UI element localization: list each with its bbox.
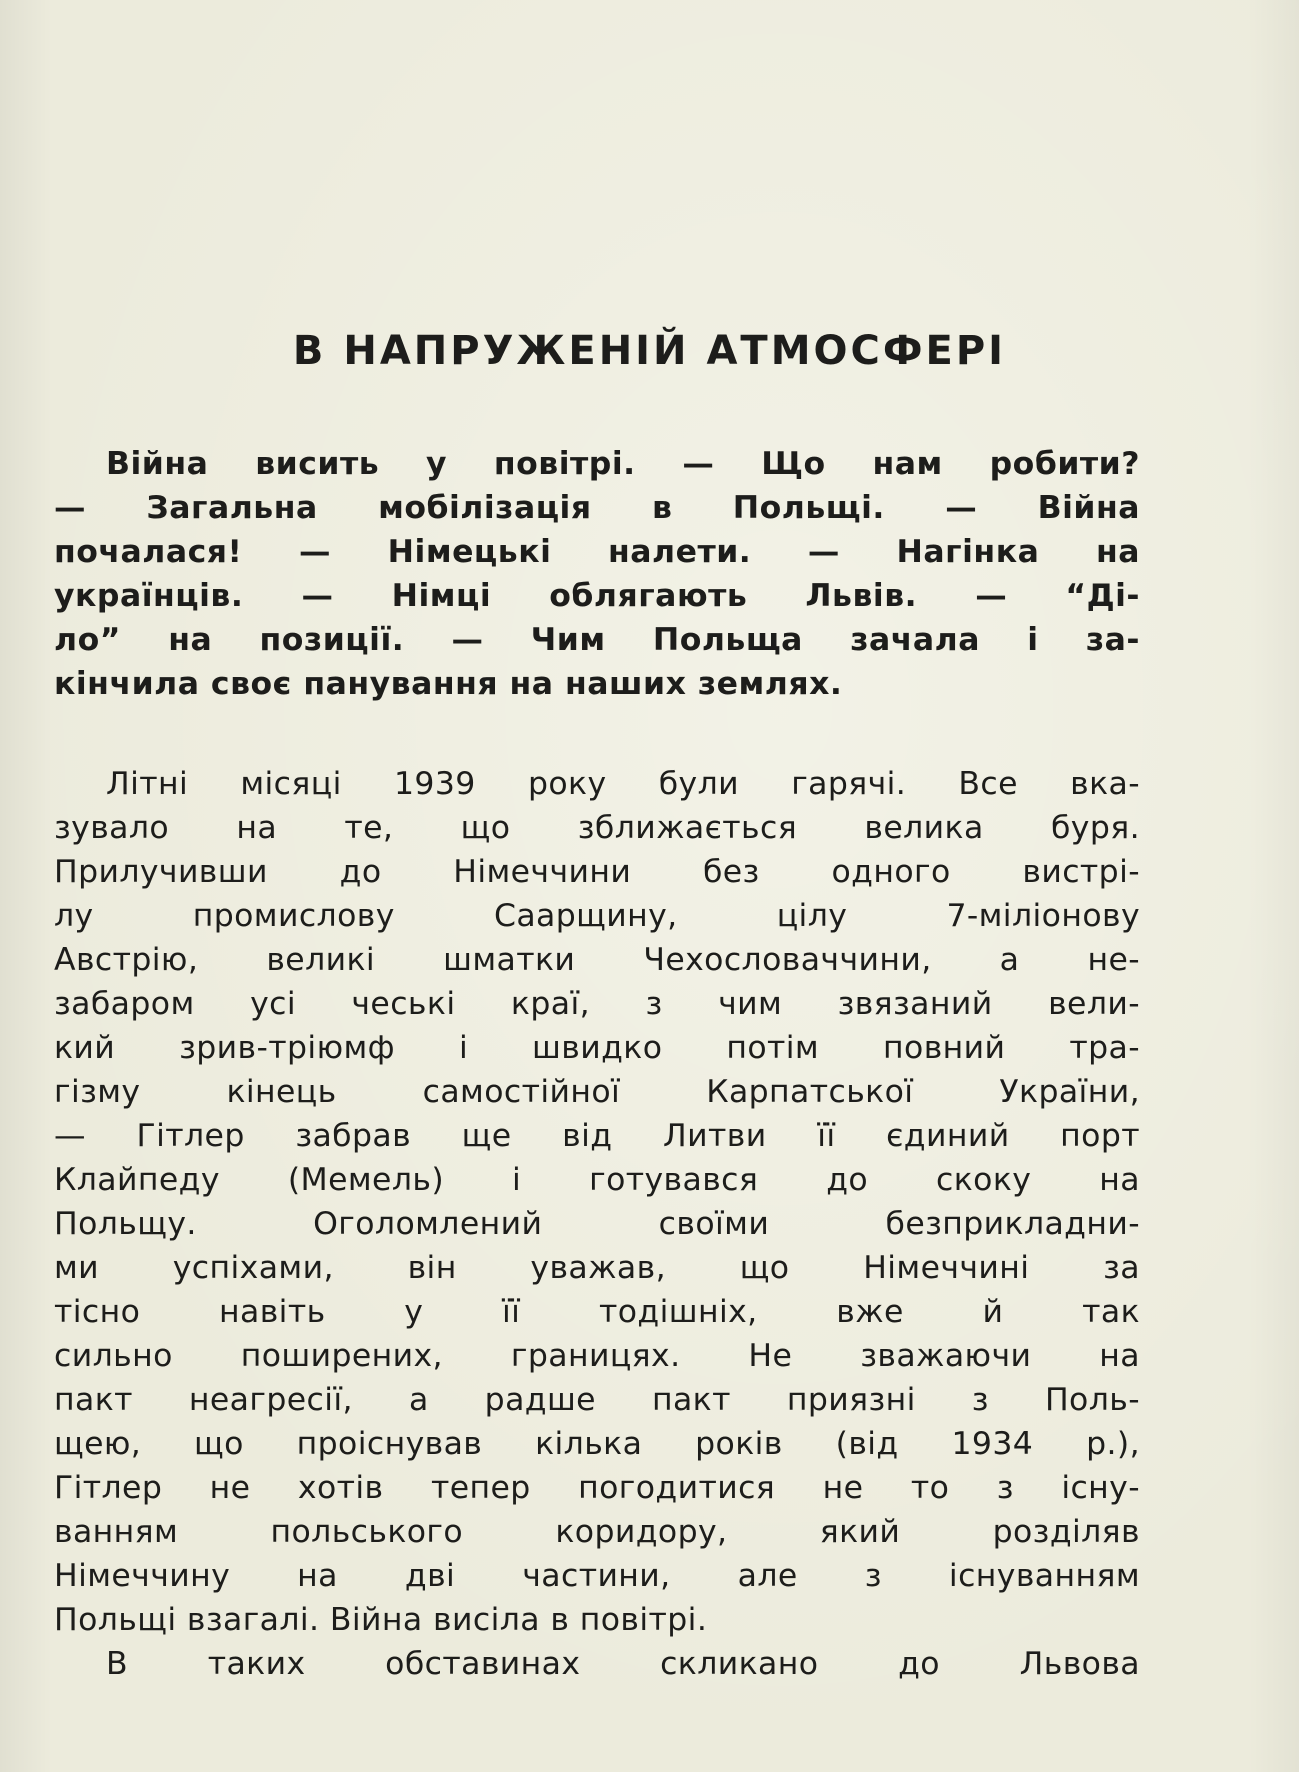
body-line: лу промислову Саарщину, цілу 7-міліонову xyxy=(54,898,1140,934)
body-line: тісно навіть у її тодішніх, вже й так xyxy=(54,1294,1140,1330)
chapter-title: В НАПРУЖЕНІЙ АТМОСФЕРІ xyxy=(292,328,1007,374)
body-line: Польщі взагалі. Війна висіла в повітрі. xyxy=(54,1602,708,1638)
body-line: Клайпеду (Мемель) і готувався до скоку на xyxy=(54,1162,1140,1198)
summary-line: Війна висить у повітрі. — Що нам робити? xyxy=(106,446,1140,482)
summary-line: — Загальна мобілізація в Польщі. — Війна xyxy=(54,490,1140,526)
summary-line: українців. — Німці облягають Львів. — “Ді- xyxy=(54,578,1140,614)
body-line: пакт неагресії, а радше пакт приязні з Поль- xyxy=(54,1382,1140,1418)
body-line: забаром усі чеські краї, з чим звязаний вели- xyxy=(54,986,1140,1022)
body-line: В таких обставинах скликано до Львова xyxy=(106,1646,1140,1682)
summary-line: ло” на позиції. — Чим Польща зачала і за- xyxy=(54,622,1140,658)
body-line: гізму кінець самостійної Карпатської України, xyxy=(54,1074,1140,1110)
body-line: Австрію, великі шматки Чехословаччини, а не- xyxy=(54,942,1140,978)
body-line: Прилучивши до Німеччини без одного вистрі- xyxy=(54,854,1140,890)
body-line: ванням польського коридору, який розділяв xyxy=(54,1514,1140,1550)
body-line: Німеччину на дві частини, але з існуванням xyxy=(54,1558,1140,1594)
body-line: Літні місяці 1939 року були гарячі. Все вка- xyxy=(106,766,1140,802)
body-line: Польщу. Оголомлений своїми безприкладни- xyxy=(54,1206,1140,1242)
body-line: ми успіхами, він уважав, що Німеччині за xyxy=(54,1250,1140,1286)
body-line: щею, що проіснував кілька років (від 1934 р.), xyxy=(54,1426,1140,1462)
summary-line: почалася! — Німецькі налети. — Нагінка на xyxy=(54,534,1140,570)
summary-line: кінчила своє панування на наших землях. xyxy=(54,666,843,702)
body-line: Гітлер не хотів тепер погодитися не то з існу- xyxy=(54,1470,1140,1506)
body-line: зувало на те, що зближається велика буря. xyxy=(54,810,1140,846)
body-line: — Гітлер забрав ще від Литви її єдиний порт xyxy=(54,1118,1140,1154)
body-line: кий зрив-тріюмф і швидко потім повний тра- xyxy=(54,1030,1140,1066)
body-line: сильно поширених, границях. Не зважаючи на xyxy=(54,1338,1140,1374)
